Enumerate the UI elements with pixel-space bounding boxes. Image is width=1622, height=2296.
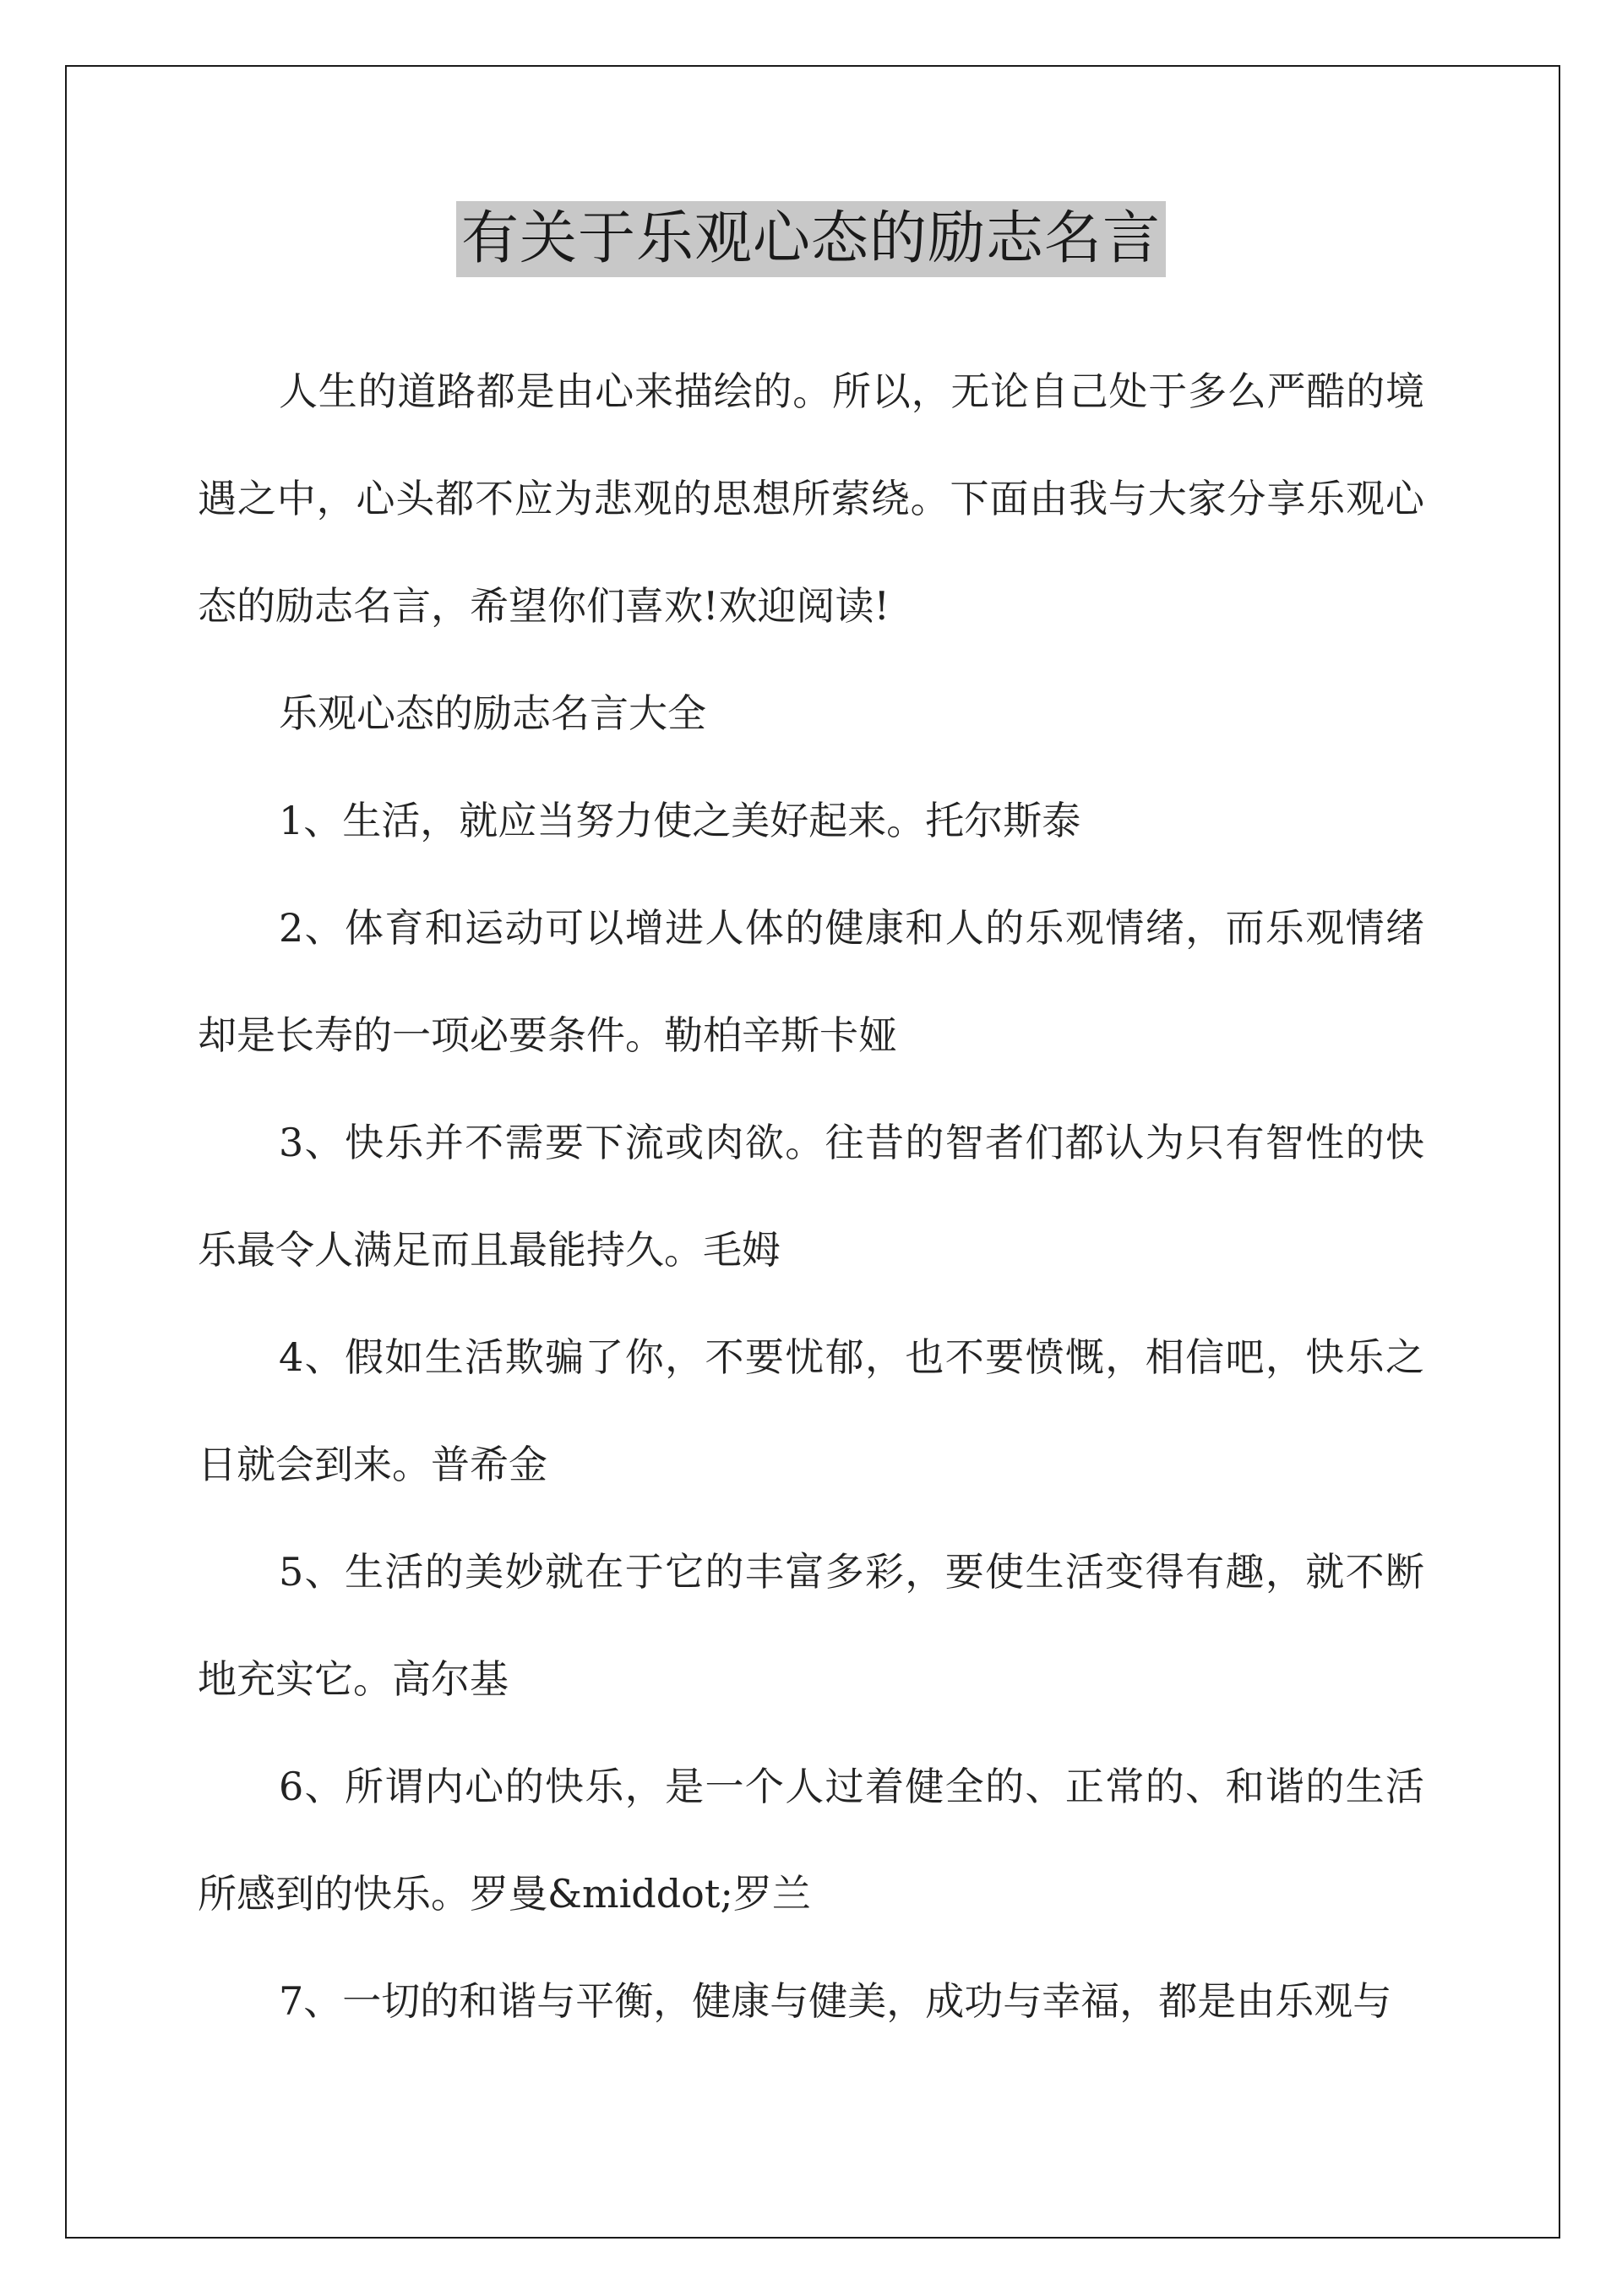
document-body — [198, 338, 1424, 2055]
quote-item: 1、生活，就应当努力使之美好起来。托尔斯泰 — [279, 798, 1081, 843]
quote-item: 5、生活的美妙就在于它的丰富多彩，要使生活变得有趣，就不断地充实它。高尔基 — [198, 1549, 1424, 1702]
quote-item: 2、体育和运动可以增进人体的健康和人的乐观情绪，而乐观情绪却是长寿的一项必要条件。勒柏辛斯卡娅 — [198, 905, 1424, 1058]
section-heading: 乐观心态的励志名言大全 — [279, 690, 706, 736]
intro-paragraph: 人生的道路都是由心来描绘的。所以，无论自己处于多么严酷的境遇之中，心头都不应为悲观的思想所萦绕。下面由我与大家分享乐观心态的励志名言，希望你们喜欢!欢迎阅读! — [198, 368, 1424, 629]
quote-item: 3、快乐并不需要下流或肉欲。往昔的智者们都认为只有智性的快乐最令人满足而且最能持久。毛姆 — [198, 1120, 1424, 1273]
document-title: 有关于乐观心态的励志名言 — [456, 201, 1166, 277]
quote-item: 4、假如生活欺骗了你，不要忧郁，也不要愤慨，相信吧，快乐之日就会到来。普希金 — [198, 1334, 1424, 1487]
quote-item: 7、一切的和谐与平衡，健康与健美，成功与幸福，都是由乐观与 — [279, 1978, 1392, 2024]
quote-item: 6、所谓内心的快乐，是一个人过着健全的、正常的、和谐的生活所感到的快乐。罗曼&middot;罗兰 — [198, 1764, 1424, 1917]
title-container — [0, 201, 1622, 277]
